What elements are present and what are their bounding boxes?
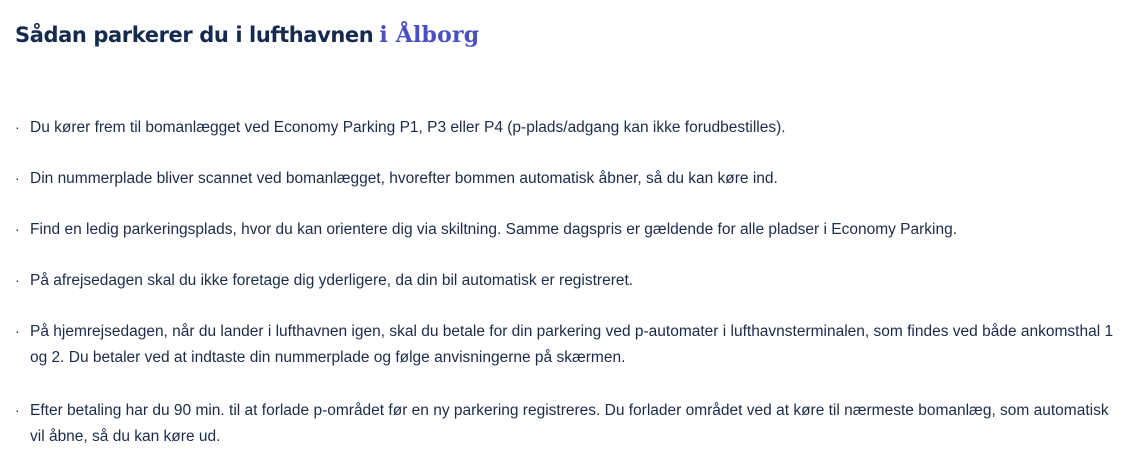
page-title — [15, 18, 1125, 52]
list-item — [15, 319, 1125, 371]
bullet-icon: · — [15, 323, 20, 339]
bullet-icon: · — [15, 170, 20, 186]
list-item-text: På hjemrejsedagen, når du lander i lufthavnen igen, skal du betale for din parkering ved p-automater i lufthavnsterminalen, som findes ved både ankomsthal 1 og 2. Du betaler ved at indtaste din nummerplade og følge anvisningerne på skærmen. — [30, 323, 1114, 366]
bullet-icon: · — [15, 402, 20, 418]
bullet-icon: · — [15, 119, 20, 135]
page-title-main: Sådan parkerer du i lufthavnen — [15, 23, 374, 47]
list-item — [15, 217, 1125, 243]
list-item-text: På afrejsedagen skal du ikke foretage dig yderligere, da din bil automatisk er registreret. — [30, 272, 634, 289]
steps-list — [15, 115, 1125, 475]
list-item-text: Din nummerplade bliver scannet ved bomanlægget, hvorefter bommen automatisk åbner, så du kan køre ind. — [30, 170, 778, 187]
list-item — [15, 166, 1125, 192]
list-item — [15, 268, 1125, 294]
bullet-icon: · — [15, 272, 20, 288]
list-item — [15, 398, 1125, 450]
list-item-text: Du kører frem til bomanlægget ved Economy Parking P1, P3 eller P4 (p-plads/adgang kan ikke forudbestilles). — [30, 119, 786, 136]
parking-instructions-section — [15, 18, 1125, 445]
list-item — [15, 115, 1125, 141]
bullet-icon: · — [15, 221, 20, 237]
list-item-text: Efter betaling har du 90 min. til at forlade p-området før en ny parkering registreres. Du forlader området ved at køre til nærmeste bomanlæg, som automatisk vil åbne, så du kan køre ud. — [30, 402, 1109, 445]
page-title-location: i Ålborg — [379, 22, 480, 48]
list-item-text: Find en ledig parkeringsplads, hvor du kan orientere dig via skiltning. Samme dagspris er gældende for alle pladser i Economy Parking. — [30, 221, 958, 238]
